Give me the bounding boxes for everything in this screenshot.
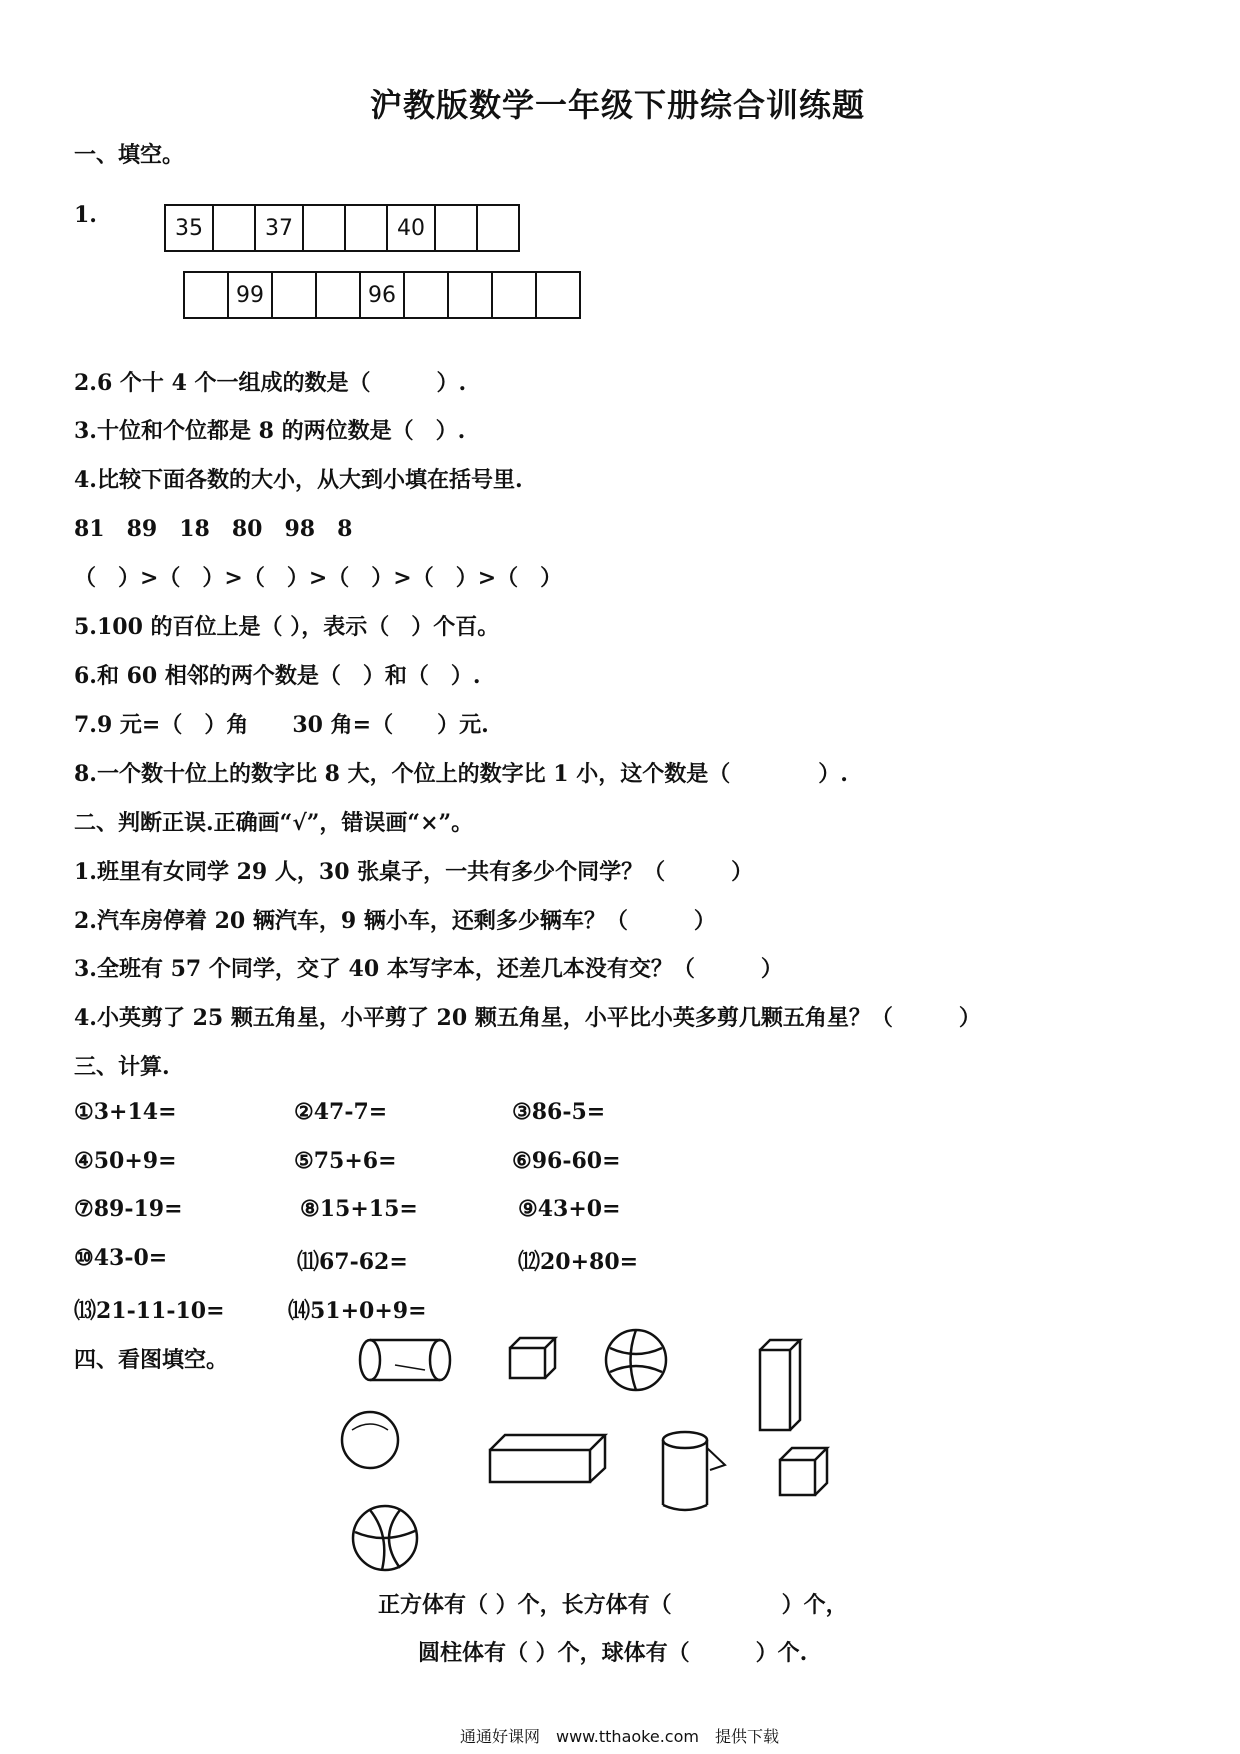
seq-cell: [435, 205, 477, 251]
number-sequence-row-2: [183, 271, 581, 319]
page-footer: 通通好课网 www.tthaoke.com 提供下载: [460, 1727, 779, 1746]
flat-cuboid-shape: [490, 1435, 605, 1482]
calc-item: ⑿20+80=: [518, 1249, 639, 1275]
seq-cell: 99: [228, 272, 272, 318]
seq-cell: [477, 205, 519, 251]
judgement-item: 1.班里有女同学 29 人，30 张桌子，一共有多少个同学？（ ）: [74, 859, 754, 885]
question-4-numbers: 81 89 18 80 98 8: [74, 516, 353, 542]
question-5: 5.100 的百位上是（ ），表示（ ）个百。: [74, 614, 500, 640]
small-cube-shape: [780, 1448, 827, 1495]
section-4-heading: 四、看图填空。: [74, 1347, 229, 1373]
calc-item: ⑾67-62=: [297, 1249, 408, 1275]
calc-item: ④50+9=: [74, 1148, 177, 1174]
bucket-shape: [663, 1432, 725, 1510]
page-title: 沪教版数学一年级下册综合训练题: [370, 86, 866, 124]
question-1-label: 1.: [74, 202, 97, 228]
question-2: 2.6 个十 4 个一组成的数是（ ）.: [74, 370, 467, 396]
seq-cell: [536, 272, 580, 318]
cuboid-shape: [760, 1340, 800, 1430]
seq-cell: [272, 272, 316, 318]
calc-item: ②47-7=: [294, 1099, 388, 1125]
shapes-answer-line-2: 圆柱体有（ ）个，球体有（ ）个.: [418, 1640, 808, 1666]
calc-item: ⒁51+0+9=: [288, 1298, 427, 1324]
seq-cell: 35: [165, 205, 213, 251]
seq-cell: [184, 272, 228, 318]
question-6: 6.和 60 相邻的两个数是（ ）和（ ）.: [74, 663, 481, 689]
calc-item: ⑤75+6=: [294, 1148, 397, 1174]
seq-cell: 96: [360, 272, 404, 318]
shapes-illustration: [340, 1320, 860, 1580]
seq-cell: 37: [255, 205, 303, 251]
question-4: 4.比较下面各数的大小，从大到小填在括号里.: [74, 467, 523, 493]
judgement-item: 3.全班有 57 个同学，交了 40 本写字本，还差几本没有交？（ ）: [74, 956, 783, 982]
seq-cell: [404, 272, 448, 318]
section-1-heading: 一、填空。: [74, 142, 185, 168]
question-7: 7.9 元=（ ）角 30 角=（ ）元.: [74, 712, 489, 738]
calc-item: ⑩43-0=: [74, 1245, 168, 1271]
calc-item: ⑦89-19=: [74, 1196, 183, 1222]
seq-cell: [492, 272, 536, 318]
calc-item: ⑧15+15=: [300, 1196, 418, 1222]
seq-cell: [448, 272, 492, 318]
ball-shape: [606, 1330, 666, 1390]
judgement-item: 2.汽车房停着 20 辆汽车，9 辆小车，还剩多少辆车？（ ）: [74, 908, 716, 934]
seq-cell: [316, 272, 360, 318]
question-4-blanks: （ ）>（ ）>（ ）>（ ）>（ ）>（ ）: [74, 565, 563, 591]
seq-cell: [303, 205, 345, 251]
cylinder-shape: [360, 1340, 450, 1380]
seq-cell: [345, 205, 387, 251]
cube-shape: [510, 1338, 555, 1378]
calc-item: ①3+14=: [74, 1099, 177, 1125]
calc-item: ⑥96-60=: [512, 1148, 621, 1174]
calc-item: ③86-5=: [512, 1099, 606, 1125]
judgement-item: 4.小英剪了 25 颗五角星，小平剪了 20 颗五角星，小平比小英多剪几颗五角星？（ ）: [74, 1005, 981, 1031]
sphere-shape: [342, 1412, 398, 1468]
calc-item: ⒀21-11-10=: [74, 1298, 225, 1324]
shapes-answer-line-1: 正方体有（ ）个，长方体有（ ）个，: [378, 1592, 848, 1618]
number-sequence-row-1: [164, 204, 520, 252]
section-2-heading: 二、判断正误.正确画“√”，错误画“×”。: [74, 810, 474, 836]
seq-cell: [213, 205, 255, 251]
volleyball-shape: [353, 1506, 417, 1570]
question-8: 8.一个数十位上的数字比 8 大，个位上的数字比 1 小，这个数是（ ）.: [74, 761, 848, 787]
section-3-heading: 三、计算.: [74, 1054, 170, 1080]
seq-cell: 40: [387, 205, 435, 251]
question-3: 3.十位和个位都是 8 的两位数是（ ）.: [74, 418, 466, 444]
calc-item: ⑨43+0=: [518, 1196, 621, 1222]
